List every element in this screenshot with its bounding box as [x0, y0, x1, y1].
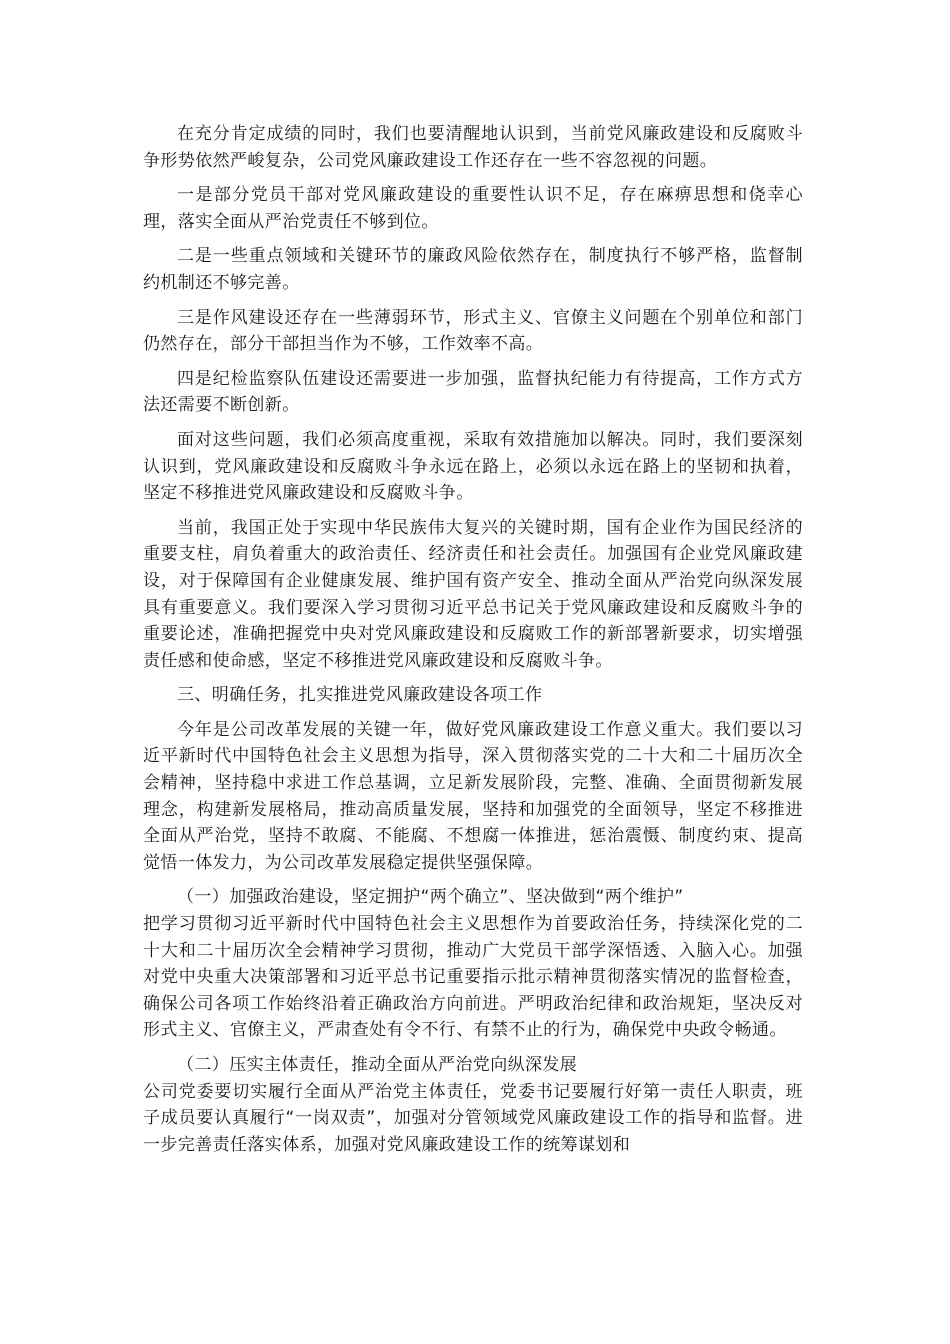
paragraph-problems-intro: 在充分肯定成绩的同时，我们也要清醒地认识到，当前党风廉政建设和反腐败斗争形势依然严峻复杂，公司党风廉政建设工作还存在一些不容忽视的问题。: [143, 124, 803, 171]
paragraph-problem-four: 四是纪检监察队伍建设还需要进一步加强，监督执纪能力有待提高，工作方式方法还需要不断创新。: [143, 368, 803, 416]
subheading-one: （一）加强政治建设，坚定拥护“两个确立”、坚决做到“两个维护”: [177, 887, 684, 908]
paragraph-subsection-one: 把学习贯彻习近平新时代中国特色社会主义思想作为首要政治任务，持续深化党的二十大和二十届历次全会精神学习贯彻，推动广大党员干部学深悟透、入脑入心。加强对党中央重大决策部署和习近平总书记重要指示批示精神贯彻落实情况的监督检查，确保公司各项工作始终沿着正确政治方向前进。严明政治纪律和政治规矩，坚决反对形式主义、官僚主义，严肃查处有令不行、有禁不止的行为，确保党中央政令畅通。: [143, 914, 803, 1041]
paragraph-context: 当前，我国正处于实现中华民族伟大复兴的关键时期，国有企业作为国民经济的重要支柱，肩负着重大的政治责任、经济责任和社会责任。加强国有企业党风廉政建设，对于保障国有企业健康发展、维护国有资产安全、推动全面从严治党向纵深发展具有重要意义。我们要深入学习贯彻习近平总书记关于党风廉政建设和反腐败斗争的重要论述，准确把握党中央对党风廉政建设和反腐败工作的新部署新要求，切实增强责任感和使命感，坚定不移推进党风廉政建设和反腐败斗争。: [143, 517, 803, 671]
paragraph-problem-two: 二是一些重点领域和关键环节的廉政风险依然存在，制度执行不够严格，监督制约机制还不够完善。: [143, 246, 803, 293]
paragraph-problem-one: 一是部分党员干部对党风廉政建设的重要性认识不足，存在麻痹思想和侥幸心理，落实全面从严治党责任不够到位。: [143, 185, 803, 232]
document-page: [143, 121, 803, 1166]
subheading-two: （二）压实主体责任，推动全面从严治党向纵深发展: [177, 1055, 578, 1075]
paragraph-response: 面对这些问题，我们必须高度重视，采取有效措施加以解决。同时，我们要深刻认识到，党风廉政建设和反腐败斗争永远在路上，必须以永远在路上的坚韧和执着，坚定不移推进党风廉政建设和反腐败斗争。: [143, 429, 803, 504]
paragraph-tasks-intro: 今年是公司改革发展的关键一年，做好党风廉政建设工作意义重大。我们要以习近平新时代中国特色社会主义思想为指导，深入贯彻落实党的二十大和二十届历次全会精神，坚持稳中求进工作总基调，立足新发展阶段，完整、准确、全面贯彻新发展理念，构建新发展格局，推动高质量发展，坚持和加强党的全面领导，坚定不移推进全面从严治党，坚持不敢腐、不能腐、不想腐一体推进，惩治震慑、制度约束、提高觉悟一体发力，为公司改革发展稳定提供坚强保障。: [143, 719, 803, 873]
section-heading-three: 三、明确任务，扎实推进党风廉政建设各项工作: [177, 685, 543, 706]
paragraph-subsection-two: 公司党委要切实履行全面从严治党主体责任，党委书记要履行好第一责任人职责，班子成员要认真履行“一岗双责”，加强对分管领域党风廉政建设工作的指导和监督。进一步完善责任落实体系，加强对党风廉政建设工作的统筹谋划和: [143, 1081, 803, 1155]
paragraph-problem-three: 三是作风建设还存在一些薄弱环节，形式主义、官僚主义问题在个别单位和部门仍然存在，部分干部担当作为不够，工作效率不高。: [143, 307, 803, 355]
